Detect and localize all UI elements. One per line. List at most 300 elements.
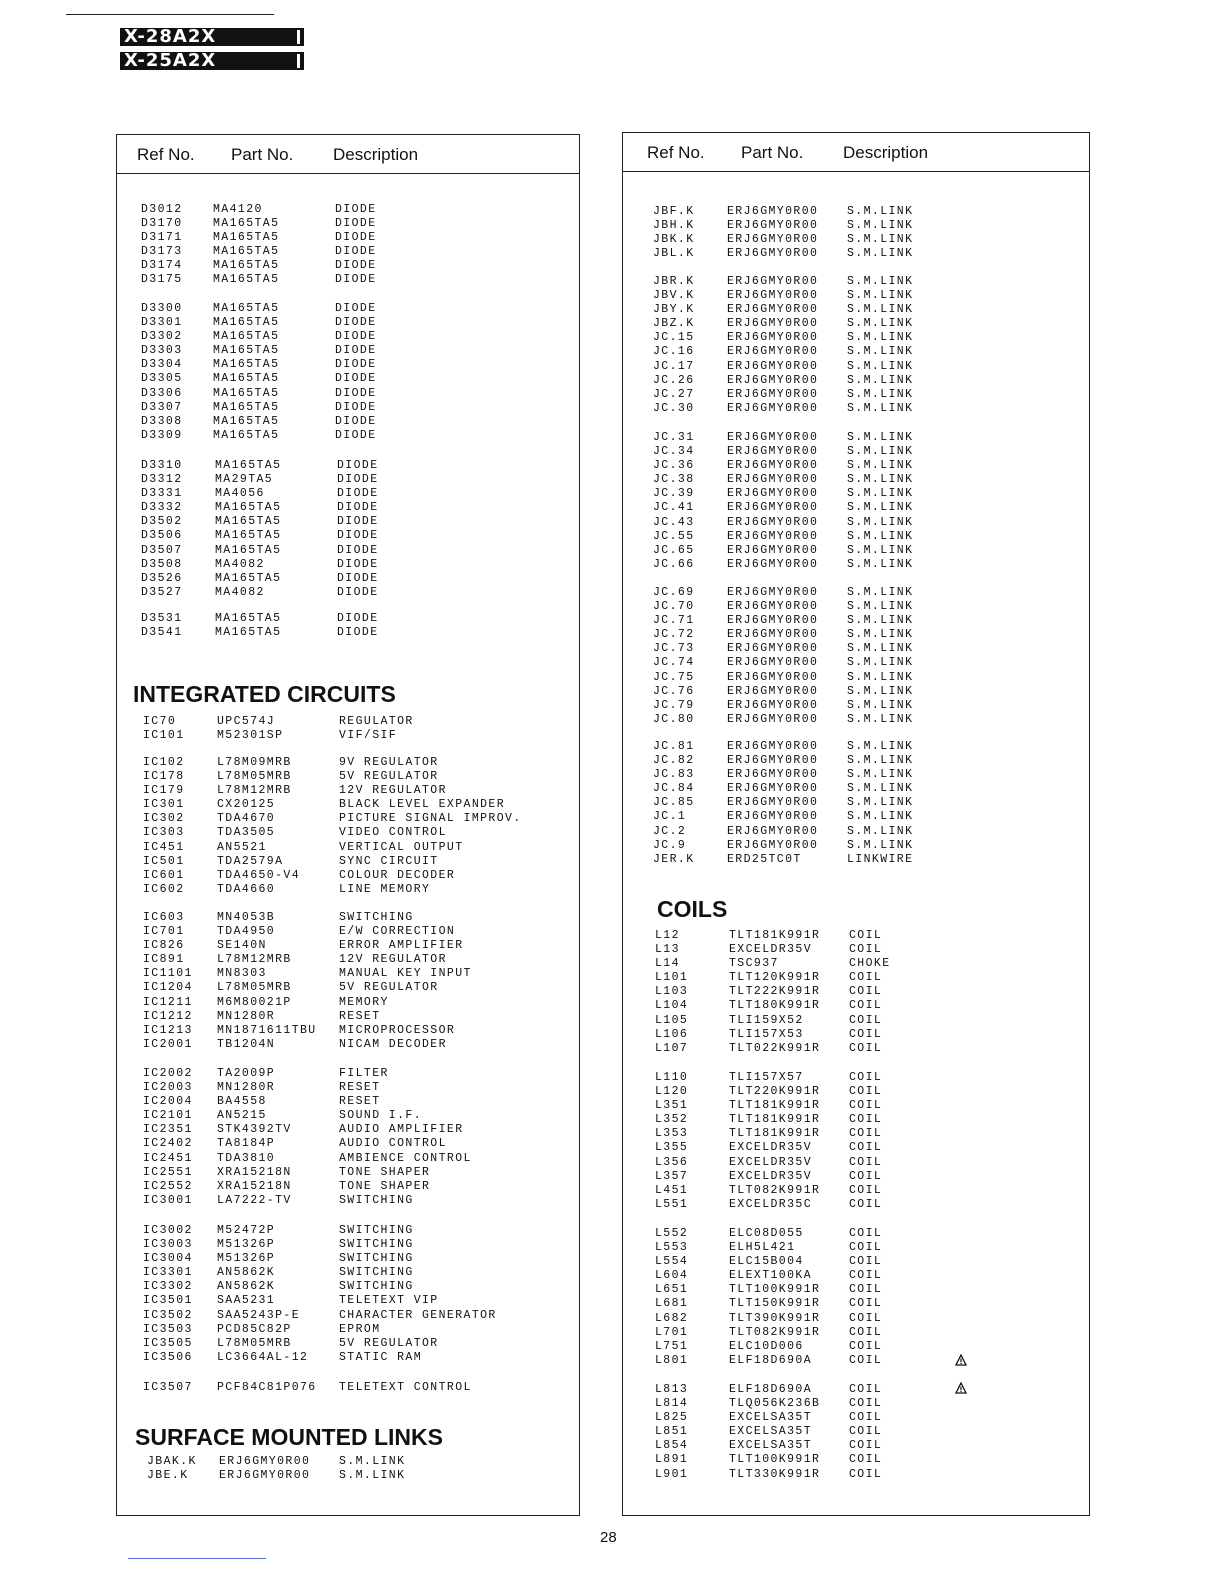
ref-no: D3174 <box>141 259 183 273</box>
part-no: TLI157X57 <box>729 1071 804 1084</box>
table-row <box>117 1137 579 1151</box>
part-no: MA165TA5 <box>213 316 280 330</box>
part-no: TLT100K991R <box>729 1453 821 1467</box>
ref-no: D3506 <box>141 529 183 543</box>
description: S.M.LINK <box>847 796 914 810</box>
table-header <box>623 133 1089 172</box>
description: 5V REGULATOR <box>339 981 439 995</box>
ic-group <box>117 1224 579 1365</box>
ref-no: JC.85 <box>653 796 695 810</box>
table-row <box>117 770 579 784</box>
ref-no: IC303 <box>143 826 185 840</box>
table-row <box>117 1323 579 1337</box>
ref-no: IC3505 <box>143 1336 193 1350</box>
col-desc-header: Description <box>333 145 419 164</box>
ref-no: D3310 <box>141 459 183 472</box>
table-row <box>623 1227 1089 1241</box>
table-row <box>623 331 1089 345</box>
table-row <box>623 740 1089 754</box>
part-no: M52472P <box>217 1224 276 1237</box>
description: S.M.LINK <box>847 359 914 373</box>
description: 12V REGULATOR <box>339 953 447 967</box>
table-row <box>623 628 1089 642</box>
description: VERTICAL OUTPUT <box>339 840 464 854</box>
description: DIODE <box>335 217 377 231</box>
description: VIF/SIF <box>339 729 398 743</box>
part-no: MA4120 <box>213 203 263 216</box>
part-no: ERJ6GMY0R00 <box>727 642 819 656</box>
table-row <box>117 939 579 953</box>
parts-table-left <box>116 134 580 1516</box>
section-title-integrated-circuits: INTEGRATED CIRCUITS <box>133 681 396 707</box>
description: S.M.LINK <box>847 275 914 288</box>
ref-no: IC891 <box>143 953 185 967</box>
table-row <box>117 1152 579 1166</box>
part-no: MA165TA5 <box>213 358 280 372</box>
ref-no: IC2001 <box>143 1037 193 1051</box>
table-row <box>117 572 579 586</box>
ref-no: JC.31 <box>653 431 695 444</box>
model-label-1: X-28A2X <box>120 28 304 46</box>
description: SWITCHING <box>339 1252 414 1266</box>
description: SOUND I.F. <box>339 1109 423 1123</box>
table-row <box>623 1283 1089 1297</box>
ref-no: D3300 <box>141 302 183 315</box>
description: DIODE <box>337 626 379 640</box>
part-no: MA165TA5 <box>213 330 280 344</box>
description: DIODE <box>337 543 379 557</box>
table-row <box>623 275 1089 289</box>
description: S.M.LINK <box>339 1469 406 1483</box>
part-no: ELEXT100KA <box>729 1269 813 1283</box>
ref-no: IC2552 <box>143 1179 193 1193</box>
ref-no: IC3501 <box>143 1294 193 1308</box>
parts-table-right <box>622 132 1090 1516</box>
description: DIODE <box>335 358 377 372</box>
description: COIL <box>849 1099 883 1113</box>
description: DIODE <box>335 414 377 428</box>
description: DIODE <box>337 487 379 501</box>
ref-no: JC.36 <box>653 459 695 473</box>
description: SWITCHING <box>339 1266 414 1280</box>
table-row <box>117 1238 579 1252</box>
table-row <box>117 415 579 429</box>
description: S.M.LINK <box>847 586 914 599</box>
ref-no: IC3507 <box>143 1381 193 1394</box>
ref-no: IC603 <box>143 911 185 924</box>
part-no: ERJ6GMY0R00 <box>727 796 819 810</box>
table-row <box>623 1354 1089 1368</box>
part-no: MA165TA5 <box>213 231 280 245</box>
ref-no: JBE.K <box>147 1469 189 1483</box>
table-row <box>623 699 1089 713</box>
description: SWITCHING <box>339 1280 414 1294</box>
part-no: MA4082 <box>215 557 265 571</box>
link-group <box>623 431 1089 572</box>
part-no: MA165TA5 <box>215 515 282 529</box>
table-row <box>623 445 1089 459</box>
table-row <box>117 558 579 572</box>
description: TELETEXT CONTROL <box>339 1381 472 1394</box>
part-no: M52301SP <box>217 729 284 743</box>
description: DIODE <box>335 400 377 414</box>
description: TONE SHAPER <box>339 1165 431 1179</box>
part-no: ERJ6GMY0R00 <box>727 712 819 726</box>
table-row <box>117 358 579 372</box>
ic-group <box>117 756 579 897</box>
table-row <box>623 971 1089 985</box>
table-row <box>117 1180 579 1194</box>
coil-group <box>623 929 1089 1056</box>
part-no: ELC10D006 <box>729 1339 804 1353</box>
table-row <box>623 600 1089 614</box>
description: COIL <box>849 999 883 1013</box>
description: 12V REGULATOR <box>339 784 447 798</box>
table-row <box>623 317 1089 331</box>
table-row <box>623 1184 1089 1198</box>
part-no: TA8184P <box>217 1137 276 1151</box>
description: DIODE <box>335 231 377 245</box>
table-row <box>117 1024 579 1038</box>
ref-no: JC.72 <box>653 628 695 642</box>
part-no: MA165TA5 <box>213 386 280 400</box>
table-row <box>623 1312 1089 1326</box>
part-no: TDA3810 <box>217 1151 276 1165</box>
description: COIL <box>849 1397 883 1411</box>
part-no: ERJ6GMY0R00 <box>727 219 819 233</box>
ref-no: D3175 <box>141 273 183 287</box>
table-row <box>623 656 1089 670</box>
ref-no: L682 <box>655 1311 689 1325</box>
part-no: ERJ6GMY0R00 <box>219 1469 311 1483</box>
ref-no: L701 <box>655 1325 689 1339</box>
description: S.M.LINK <box>847 600 914 614</box>
part-no: MA165TA5 <box>213 414 280 428</box>
ref-no: JC.83 <box>653 768 695 782</box>
part-no: ERJ6GMY0R00 <box>727 275 819 288</box>
description: DIODE <box>335 386 377 400</box>
ref-no: L651 <box>655 1283 689 1297</box>
part-no: ERJ6GMY0R00 <box>727 810 819 824</box>
part-no: PCD85C82P <box>217 1322 292 1336</box>
ref-no: IC451 <box>143 840 185 854</box>
table-row <box>117 798 579 812</box>
table-row <box>117 1038 579 1052</box>
description: S.M.LINK <box>847 529 914 543</box>
ref-no: D3331 <box>141 487 183 501</box>
section-title-coils: COILS <box>657 896 728 922</box>
part-no: AN5862K <box>217 1280 276 1294</box>
part-no: PCF84C81P076 <box>217 1381 317 1394</box>
part-no: ELC15B004 <box>729 1255 804 1269</box>
description: COIL <box>849 1325 883 1339</box>
part-no: MN1871611TBU <box>217 1023 317 1037</box>
description: S.M.LINK <box>847 401 914 415</box>
table-row <box>623 671 1089 685</box>
part-no: CX20125 <box>217 798 276 812</box>
table-row <box>623 1269 1089 1283</box>
table-row <box>623 530 1089 544</box>
part-no: L78M12MRB <box>217 784 292 798</box>
table-row <box>623 1085 1089 1099</box>
ref-no: JC.17 <box>653 359 695 373</box>
description: STATIC RAM <box>339 1350 423 1364</box>
description: S.M.LINK <box>847 684 914 698</box>
ref-no: L107 <box>655 1041 689 1055</box>
ref-no: D3507 <box>141 543 183 557</box>
description: S.M.LINK <box>847 487 914 501</box>
table-row <box>623 1141 1089 1155</box>
description: COIL <box>849 1269 883 1283</box>
table-row <box>623 360 1089 374</box>
table-row <box>117 1351 579 1365</box>
part-no: AN5862K <box>217 1266 276 1280</box>
description: S.M.LINK <box>847 459 914 473</box>
ref-no: L351 <box>655 1099 689 1113</box>
part-no: EXCELDR35V <box>729 1141 813 1155</box>
table-row <box>117 841 579 855</box>
ref-no: JC.79 <box>653 698 695 712</box>
ref-no: JC.43 <box>653 515 695 529</box>
description: COIL <box>849 1071 883 1084</box>
description: SWITCHING <box>339 1238 414 1252</box>
table-row <box>117 784 579 798</box>
part-no: L78M05MRB <box>217 770 292 784</box>
part-no: ELF18D690A <box>729 1383 813 1396</box>
diode-group <box>117 459 579 600</box>
table-row <box>117 1469 579 1483</box>
ref-no: D3304 <box>141 358 183 372</box>
part-no: ERJ6GMY0R00 <box>727 656 819 670</box>
description: DIODE <box>337 571 379 585</box>
description: COIL <box>849 1113 883 1127</box>
description: DIODE <box>335 316 377 330</box>
part-no: MA4056 <box>215 487 265 501</box>
top-rule <box>66 14 274 15</box>
description: COIL <box>849 1339 883 1353</box>
ref-no: L120 <box>655 1085 689 1099</box>
description: DIODE <box>337 459 379 472</box>
ref-no: IC3004 <box>143 1252 193 1266</box>
description: COIL <box>849 1311 883 1325</box>
description: S.M.LINK <box>847 768 914 782</box>
ref-no: JC.73 <box>653 642 695 656</box>
table-row <box>623 782 1089 796</box>
description: MICROPROCESSOR <box>339 1023 456 1037</box>
table-row <box>117 302 579 316</box>
ref-no: IC601 <box>143 868 185 882</box>
table-row <box>623 768 1089 782</box>
table-row <box>117 1294 579 1308</box>
part-no: MN1280R <box>217 1081 276 1095</box>
description: COIL <box>849 943 883 957</box>
ref-no: JC.71 <box>653 614 695 628</box>
part-no: MN1280R <box>217 1009 276 1023</box>
part-no: ERJ6GMY0R00 <box>727 247 819 261</box>
ref-no: IC2002 <box>143 1067 193 1080</box>
part-no: MA29TA5 <box>215 473 274 487</box>
warning-triangle-icon <box>955 1382 967 1394</box>
description: DIODE <box>337 501 379 515</box>
description: 5V REGULATOR <box>339 1336 439 1350</box>
part-no: TLT181K991R <box>729 929 821 942</box>
part-no: ERJ6GMY0R00 <box>727 317 819 331</box>
description: MEMORY <box>339 995 389 1009</box>
coil-group <box>623 1071 1089 1212</box>
part-no: MA165TA5 <box>213 344 280 358</box>
table-row <box>623 1071 1089 1085</box>
table-row <box>623 1028 1089 1042</box>
section-title-surface-mounted-links: SURFACE MOUNTED LINKS <box>135 1424 443 1450</box>
ref-no: L825 <box>655 1411 689 1425</box>
description: FILTER <box>339 1067 389 1080</box>
description: COIL <box>849 1197 883 1211</box>
table-row <box>117 1381 579 1395</box>
description: AUDIO AMPLIFIER <box>339 1123 464 1137</box>
part-no: MA165TA5 <box>213 259 280 273</box>
table-row <box>117 812 579 826</box>
part-no: L78M05MRB <box>217 1336 292 1350</box>
ic-group <box>117 911 579 1052</box>
part-no: XRA15218N <box>217 1165 292 1179</box>
ref-no: D3332 <box>141 501 183 515</box>
part-no: ERJ6GMY0R00 <box>727 359 819 373</box>
ref-no: JC.82 <box>653 754 695 768</box>
description: S.M.LINK <box>847 656 914 670</box>
ref-no: JBAK.K <box>147 1455 197 1468</box>
ref-no: D3302 <box>141 330 183 344</box>
description: DIODE <box>335 203 377 216</box>
ref-no: D3306 <box>141 386 183 400</box>
part-no: EXCELSA35T <box>729 1425 813 1439</box>
table-row <box>623 345 1089 359</box>
part-no: LC3664AL-12 <box>217 1350 309 1364</box>
table-row <box>623 388 1089 402</box>
description: LINE MEMORY <box>339 882 431 896</box>
table-row <box>117 429 579 443</box>
part-no: ERJ6GMY0R00 <box>727 838 819 852</box>
table-row <box>117 826 579 840</box>
description: S.M.LINK <box>847 740 914 753</box>
table-row <box>623 1241 1089 1255</box>
table-row <box>623 1439 1089 1453</box>
table-row <box>623 796 1089 810</box>
part-no: ERJ6GMY0R00 <box>727 684 819 698</box>
table-row <box>117 967 579 981</box>
ref-no: IC3302 <box>143 1280 193 1294</box>
table-row <box>117 1266 579 1280</box>
ref-no: IC2451 <box>143 1151 193 1165</box>
ref-no: D3527 <box>141 585 183 599</box>
ref-no: IC178 <box>143 770 185 784</box>
part-no: ERJ6GMY0R00 <box>727 473 819 487</box>
ref-no: IC101 <box>143 729 185 743</box>
description: SWITCHING <box>339 1224 414 1237</box>
ref-no: JBR.K <box>653 275 695 288</box>
part-no: ERJ6GMY0R00 <box>727 824 819 838</box>
part-no: ELC08D055 <box>729 1227 804 1240</box>
ref-no: L105 <box>655 1013 689 1027</box>
ref-no: IC1212 <box>143 1009 193 1023</box>
table-row <box>117 925 579 939</box>
ref-no: L901 <box>655 1467 689 1481</box>
ref-no: IC1213 <box>143 1023 193 1037</box>
ref-no: L854 <box>655 1439 689 1453</box>
part-no: ERJ6GMY0R00 <box>727 782 819 796</box>
diode-group <box>117 302 579 443</box>
ref-no: JC.66 <box>653 557 695 571</box>
ref-no: L356 <box>655 1155 689 1169</box>
description: S.M.LINK <box>847 233 914 247</box>
part-no: TLT181K991R <box>729 1113 821 1127</box>
description: DIODE <box>337 612 379 625</box>
part-no: TLT180K991R <box>729 999 821 1013</box>
description: S.M.LINK <box>847 824 914 838</box>
table-row <box>117 586 579 600</box>
ref-no: IC1211 <box>143 995 193 1009</box>
ref-no: L103 <box>655 985 689 999</box>
table-row <box>117 1109 579 1123</box>
description: DIODE <box>335 372 377 386</box>
description: COIL <box>849 1439 883 1453</box>
description: DIODE <box>335 428 377 442</box>
description: S.M.LINK <box>847 614 914 628</box>
part-no: ERJ6GMY0R00 <box>727 445 819 459</box>
ref-no: L552 <box>655 1227 689 1240</box>
part-no: ERJ6GMY0R00 <box>727 586 819 599</box>
table-row <box>623 825 1089 839</box>
table-row <box>117 1337 579 1351</box>
part-no: TLT100K991R <box>729 1283 821 1297</box>
link-group <box>623 275 1089 416</box>
ref-no: IC2551 <box>143 1165 193 1179</box>
part-no: MA165TA5 <box>215 612 282 625</box>
warning-triangle-icon <box>955 1354 967 1366</box>
ref-no: IC2004 <box>143 1095 193 1109</box>
description: COIL <box>849 1141 883 1155</box>
ref-no: IC3503 <box>143 1322 193 1336</box>
description: COLOUR DECODER <box>339 868 456 882</box>
ref-no: D3526 <box>141 571 183 585</box>
description: RESET <box>339 1009 381 1023</box>
ref-no: JBH.K <box>653 219 695 233</box>
ref-no: JC.65 <box>653 543 695 557</box>
table-row <box>623 205 1089 219</box>
ref-no: IC3301 <box>143 1266 193 1280</box>
description: COIL <box>849 1411 883 1425</box>
table-row <box>623 853 1089 867</box>
part-no: ERJ6GMY0R00 <box>727 331 819 345</box>
part-no: ERJ6GMY0R00 <box>727 740 819 753</box>
table-row <box>117 1067 579 1081</box>
description: S.M.LINK <box>847 810 914 824</box>
part-no: TLT330K991R <box>729 1467 821 1481</box>
ref-no: D3301 <box>141 316 183 330</box>
ref-no: D3312 <box>141 473 183 487</box>
table-row <box>623 1042 1089 1056</box>
ref-no: JC.16 <box>653 345 695 359</box>
table-row <box>623 1468 1089 1482</box>
part-no: UPC574J <box>217 715 276 728</box>
ref-no: D3308 <box>141 414 183 428</box>
part-no: ERJ6GMY0R00 <box>727 431 819 444</box>
part-no: TDA2579A <box>217 854 284 868</box>
part-no: AN5521 <box>217 840 267 854</box>
description: COIL <box>849 1453 883 1467</box>
table-row <box>117 981 579 995</box>
description: VIDEO CONTROL <box>339 826 447 840</box>
table-row <box>117 869 579 883</box>
